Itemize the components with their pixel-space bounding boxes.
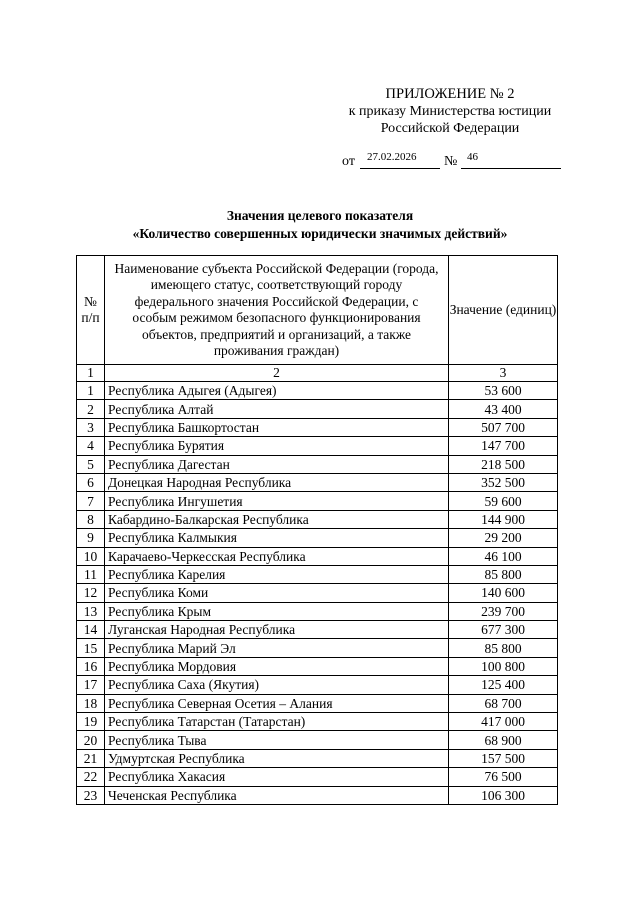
row-number: 21 [77,749,105,767]
table-row [77,602,558,620]
row-region: Республика Дагестан [105,455,449,473]
column-number-2: 2 [105,365,449,382]
table-row [77,639,558,657]
table-row [77,529,558,547]
title-line1: Значения целевого показателя [226,208,414,223]
row-region: Республика Карелия [105,565,449,583]
row-number: 8 [77,510,105,528]
row-value: 239 700 [449,602,558,620]
row-number: 10 [77,547,105,565]
table-row [77,437,558,455]
row-number: 2 [77,400,105,418]
table-row [77,749,558,767]
table-row [77,492,558,510]
row-region: Республика Башкортостан [105,418,449,436]
table-row [77,418,558,436]
order-number-label: № [444,154,458,169]
row-region: Республика Марий Эл [105,639,449,657]
order-number-field [461,152,561,169]
row-region: Удмуртская Республика [105,749,449,767]
row-number: 3 [77,418,105,436]
row-value: 218 500 [449,455,558,473]
row-region: Донецкая Народная Республика [105,473,449,491]
row-region: Республика Адыгея (Адыгея) [105,382,449,400]
row-region: Чеченская Республика [105,786,449,804]
table-row [77,455,558,473]
row-region: Кабардино-Балкарская Республика [105,510,449,528]
appendix-subtitle-line2: Российской Федерации [380,121,520,136]
row-number: 18 [77,694,105,712]
row-number: 14 [77,621,105,639]
row-value: 100 800 [449,657,558,675]
table-row [77,731,558,749]
row-value: 43 400 [449,400,558,418]
appendix-title: ПРИЛОЖЕНИЕ № 2 [385,86,515,102]
order-date: 27.02.2026 [367,151,417,163]
row-value: 147 700 [449,437,558,455]
row-value: 85 800 [449,565,558,583]
row-number: 1 [77,382,105,400]
table-row [77,400,558,418]
table-row [77,694,558,712]
row-region: Республика Хакасия [105,768,449,786]
table-row [77,657,558,675]
row-value: 417 000 [449,713,558,731]
table-row [77,547,558,565]
table-row [77,382,558,400]
row-number: 12 [77,584,105,602]
table-row [77,786,558,804]
row-value: 68 900 [449,731,558,749]
row-region: Республика Крым [105,602,449,620]
column-number-1: 1 [77,365,105,382]
row-number: 11 [77,565,105,583]
document-title [0,207,640,243]
table-row [77,510,558,528]
row-number: 6 [77,473,105,491]
row-value: 68 700 [449,694,558,712]
row-region: Республика Коми [105,584,449,602]
row-region: Республика Саха (Якутия) [105,676,449,694]
row-region: Республика Ингушетия [105,492,449,510]
table-row [77,768,558,786]
table-header-row [77,256,558,365]
order-date-field [360,152,440,169]
row-value: 59 600 [449,492,558,510]
table-row [77,713,558,731]
row-number: 7 [77,492,105,510]
row-number: 23 [77,786,105,804]
row-value: 140 600 [449,584,558,602]
row-value: 46 100 [449,547,558,565]
row-number: 13 [77,602,105,620]
row-number: 16 [77,657,105,675]
row-value: 106 300 [449,786,558,804]
table-row [77,676,558,694]
header-region-name: Наименование субъекта Российской Федерации (города, имеющего статус, соответствующий городу федерального значения Российской Федерации, с особым режимом безопасного функционирования объектов, предприятий и организаций, а также проживания граждан) [105,256,449,365]
row-number: 5 [77,455,105,473]
appendix-subtitle-line1: к приказу Министерства юстиции [348,104,552,119]
row-value: 157 500 [449,749,558,767]
row-number: 4 [77,437,105,455]
table-row [77,473,558,491]
column-number-3: 3 [449,365,558,382]
table-body [77,382,558,805]
values-table [76,255,558,805]
row-value: 144 900 [449,510,558,528]
table-row [77,565,558,583]
row-number: 15 [77,639,105,657]
row-value: 29 200 [449,529,558,547]
row-value: 53 600 [449,382,558,400]
table-row [77,621,558,639]
row-region: Карачаево-Черкесская Республика [105,547,449,565]
row-region: Республика Калмыкия [105,529,449,547]
row-value: 507 700 [449,418,558,436]
row-region: Республика Бурятия [105,437,449,455]
row-number: 9 [77,529,105,547]
row-region: Луганская Народная Республика [105,621,449,639]
header-num: № п/п [77,256,105,365]
header-value: Значение (единиц) [449,256,558,365]
row-region: Республика Алтай [105,400,449,418]
row-region: Республика Татарстан (Татарстан) [105,713,449,731]
order-from-label: от [342,154,355,169]
row-region: Республика Мордовия [105,657,449,675]
row-number: 20 [77,731,105,749]
row-value: 85 800 [449,639,558,657]
table-column-numbers-row [77,365,558,382]
order-reference [342,152,562,172]
appendix-header [330,86,570,137]
row-region: Республика Тыва [105,731,449,749]
title-line2: «Количество совершенных юридически значимых действий» [132,226,508,241]
row-value: 352 500 [449,473,558,491]
order-number: 46 [467,151,478,163]
row-value: 677 300 [449,621,558,639]
row-number: 22 [77,768,105,786]
row-region: Республика Северная Осетия – Алания [105,694,449,712]
table-row [77,584,558,602]
row-number: 19 [77,713,105,731]
row-value: 125 400 [449,676,558,694]
row-number: 17 [77,676,105,694]
row-value: 76 500 [449,768,558,786]
